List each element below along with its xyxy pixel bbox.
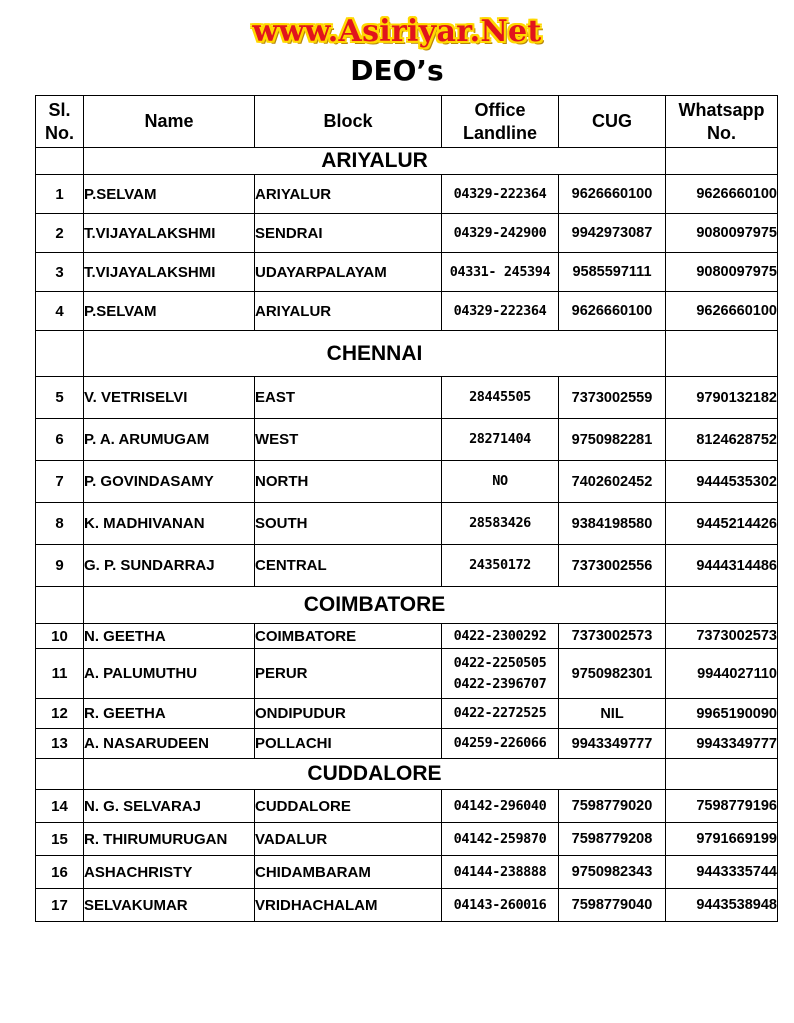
sl-no-cell: 1: [36, 175, 84, 214]
whatsapp-cell: 9444535302: [666, 461, 778, 503]
whatsapp-cell: 8124628752: [666, 419, 778, 461]
landline-cell: [442, 292, 559, 331]
sl-no-cell: 8: [36, 503, 84, 545]
landline-number: 04329-222364: [453, 302, 547, 319]
whatsapp-cell: 9443335744: [666, 856, 778, 889]
sl-no-cell: 7: [36, 461, 84, 503]
landline-cell: [442, 823, 559, 856]
district-spacer-cell: [36, 148, 84, 175]
table-row: [36, 790, 778, 823]
whatsapp-cell: 7598779196: [666, 790, 778, 823]
landline-number: 04259-226066: [453, 735, 547, 751]
table-row: [36, 624, 778, 649]
deo-contact-table: [35, 95, 778, 922]
district-row: [36, 587, 778, 624]
block-cell: POLLACHI: [255, 729, 442, 759]
table-row: [36, 461, 778, 503]
landline-number: 0422-2300292: [453, 627, 547, 644]
cug-cell: 9750982281: [559, 419, 666, 461]
whatsapp-cell: 9080097975: [666, 214, 778, 253]
table-row: [36, 503, 778, 545]
sl-no-cell: 11: [36, 649, 84, 699]
block-cell: ONDIPUDUR: [255, 699, 442, 729]
cug-cell: 9942973087: [559, 214, 666, 253]
landline-number: 04331- 245394: [449, 263, 551, 280]
district-name: CHENNAI: [84, 331, 666, 377]
table-row: [36, 823, 778, 856]
cug-cell: 7598779020: [559, 790, 666, 823]
officer-name-cell: ASHACHRISTY: [84, 856, 255, 889]
table-row: [36, 175, 778, 214]
district-spacer-cell: [36, 759, 84, 790]
officer-name-cell: P. A. ARUMUGAM: [84, 419, 255, 461]
page-title: DEO’s: [350, 54, 444, 87]
landline-cell: [442, 790, 559, 823]
table-row: [36, 729, 778, 759]
table-row: [36, 253, 778, 292]
block-cell: WEST: [255, 419, 442, 461]
landline-cell: [442, 624, 559, 649]
sl-no-cell: 2: [36, 214, 84, 253]
landline-number: 04144-238888: [453, 863, 547, 880]
landline-cell: [442, 699, 559, 729]
landline-cell: [442, 856, 559, 889]
cug-cell: 9750982301: [559, 649, 666, 699]
sl-no-cell: 13: [36, 729, 84, 759]
whatsapp-cell: 9791669199: [666, 823, 778, 856]
district-spacer-cell: [666, 331, 778, 377]
officer-name-cell: SELVAKUMAR: [84, 889, 255, 922]
table-row: [36, 292, 778, 331]
officer-name-cell: R. THIRUMURUGAN: [84, 823, 255, 856]
block-cell: VADALUR: [255, 823, 442, 856]
district-spacer-cell: [36, 587, 84, 624]
cug-cell: 7373002573: [559, 624, 666, 649]
table-row: [36, 699, 778, 729]
table-row: [36, 214, 778, 253]
district-name: ARIYALUR: [84, 148, 666, 175]
landline-number: 04143-260016: [453, 896, 547, 913]
landline-number: 0422-2272525: [453, 705, 547, 721]
landline-cell: [442, 419, 559, 461]
block-cell: PERUR: [255, 649, 442, 699]
district-spacer-cell: [36, 331, 84, 377]
landline-number: 28271404: [469, 431, 531, 447]
landline-cell: [442, 253, 559, 292]
table-header-row: [36, 96, 778, 148]
landline-number: 28583426: [469, 515, 531, 531]
landline-cell: [442, 545, 559, 587]
district-spacer-cell: [666, 148, 778, 175]
sl-no-cell: 5: [36, 377, 84, 419]
block-cell: NORTH: [255, 461, 442, 503]
whatsapp-cell: 9444314486: [666, 545, 778, 587]
landline-cell: [442, 503, 559, 545]
col-header-sl: Sl. No.: [36, 96, 84, 148]
landline-cell: [442, 214, 559, 253]
whatsapp-cell: 9080097975: [666, 253, 778, 292]
whatsapp-cell: 9445214426: [666, 503, 778, 545]
cug-cell: 7373002559: [559, 377, 666, 419]
sl-no-cell: 6: [36, 419, 84, 461]
sl-no-cell: 14: [36, 790, 84, 823]
table-row: [36, 649, 778, 699]
col-header-block: Block: [255, 96, 442, 148]
sl-no-cell: 15: [36, 823, 84, 856]
district-spacer-cell: [666, 759, 778, 790]
sl-no-cell: 12: [36, 699, 84, 729]
block-cell: CHIDAMBARAM: [255, 856, 442, 889]
cug-cell: 9750982343: [559, 856, 666, 889]
whatsapp-cell: 9943349777: [666, 729, 778, 759]
officer-name-cell: N. G. SELVARAJ: [84, 790, 255, 823]
table-body: [36, 148, 778, 922]
district-name: COIMBATORE: [84, 587, 666, 624]
landline-cell: [442, 649, 559, 699]
landline-number: 28445505: [469, 389, 531, 405]
officer-name-cell: N. GEETHA: [84, 624, 255, 649]
col-header-landline: Office Landline: [442, 96, 559, 148]
district-row: [36, 148, 778, 175]
whatsapp-cell: 9443538948: [666, 889, 778, 922]
officer-name-cell: P.SELVAM: [84, 175, 255, 214]
officer-name-cell: A. PALUMUTHU: [84, 649, 255, 699]
district-row: [36, 331, 778, 377]
whatsapp-cell: 9626660100: [666, 292, 778, 331]
sl-no-cell: 16: [36, 856, 84, 889]
landline-cell: [442, 377, 559, 419]
district-spacer-cell: [666, 587, 778, 624]
landline-cell: [442, 729, 559, 759]
block-cell: UDAYARPALAYAM: [255, 253, 442, 292]
sl-no-cell: 10: [36, 624, 84, 649]
cug-cell: 9585597111: [559, 253, 666, 292]
block-cell: SOUTH: [255, 503, 442, 545]
col-header-cug: CUG: [559, 96, 666, 148]
sl-no-cell: 3: [36, 253, 84, 292]
landline-cell: [442, 889, 559, 922]
district-name: CUDDALORE: [84, 759, 666, 790]
cug-cell: 9626660100: [559, 292, 666, 331]
block-cell: COIMBATORE: [255, 624, 442, 649]
table-row: [36, 377, 778, 419]
cug-cell: 9384198580: [559, 503, 666, 545]
landline-number: 24350172: [469, 557, 531, 573]
officer-name-cell: P.SELVAM: [84, 292, 255, 331]
officer-name-cell: T.VIJAYALAKSHMI: [84, 214, 255, 253]
table-row: [36, 545, 778, 587]
col-header-name: Name: [84, 96, 255, 148]
block-cell: SENDRAI: [255, 214, 442, 253]
officer-name-cell: P. GOVINDASAMY: [84, 461, 255, 503]
cug-cell: NIL: [559, 699, 666, 729]
cug-cell: 7598779040: [559, 889, 666, 922]
officer-name-cell: K. MADHIVANAN: [84, 503, 255, 545]
table-row: [36, 856, 778, 889]
cug-cell: 9626660100: [559, 175, 666, 214]
whatsapp-cell: 7373002573: [666, 624, 778, 649]
sl-no-cell: 17: [36, 889, 84, 922]
officer-name-cell: V. VETRISELVI: [84, 377, 255, 419]
landline-cell: [442, 461, 559, 503]
landline-number: 0422-2250505: [453, 654, 547, 671]
cug-cell: 7402602452: [559, 461, 666, 503]
officer-name-cell: T.VIJAYALAKSHMI: [84, 253, 255, 292]
sl-no-cell: 4: [36, 292, 84, 331]
block-cell: EAST: [255, 377, 442, 419]
landline-number: 0422-2396707: [453, 675, 547, 692]
whatsapp-cell: 9790132182: [666, 377, 778, 419]
officer-name-cell: R. GEETHA: [84, 699, 255, 729]
landline-number: 04329-222364: [453, 185, 547, 202]
block-cell: ARIYALUR: [255, 292, 442, 331]
whatsapp-cell: 9626660100: [666, 175, 778, 214]
officer-name-cell: A. NASARUDEEN: [84, 729, 255, 759]
col-header-whatsapp: Whatsapp No.: [666, 96, 778, 148]
table-row: [36, 889, 778, 922]
landline-number: 04142-296040: [453, 797, 547, 814]
cug-cell: 7373002556: [559, 545, 666, 587]
site-watermark: www.Asiriyar.Net: [252, 14, 542, 49]
cug-cell: 7598779208: [559, 823, 666, 856]
whatsapp-cell: 9944027110: [666, 649, 778, 699]
landline-number: 04329-242900: [453, 224, 547, 241]
officer-name-cell: G. P. SUNDARRAJ: [84, 545, 255, 587]
landline-cell: [442, 175, 559, 214]
block-cell: CUDDALORE: [255, 790, 442, 823]
block-cell: CENTRAL: [255, 545, 442, 587]
district-row: [36, 759, 778, 790]
landline-number: 04142-259870: [453, 830, 547, 847]
whatsapp-cell: 9965190090: [666, 699, 778, 729]
block-cell: VRIDHACHALAM: [255, 889, 442, 922]
table-row: [36, 419, 778, 461]
sl-no-cell: 9: [36, 545, 84, 587]
block-cell: ARIYALUR: [255, 175, 442, 214]
cug-cell: 9943349777: [559, 729, 666, 759]
landline-number: NO: [492, 473, 508, 489]
